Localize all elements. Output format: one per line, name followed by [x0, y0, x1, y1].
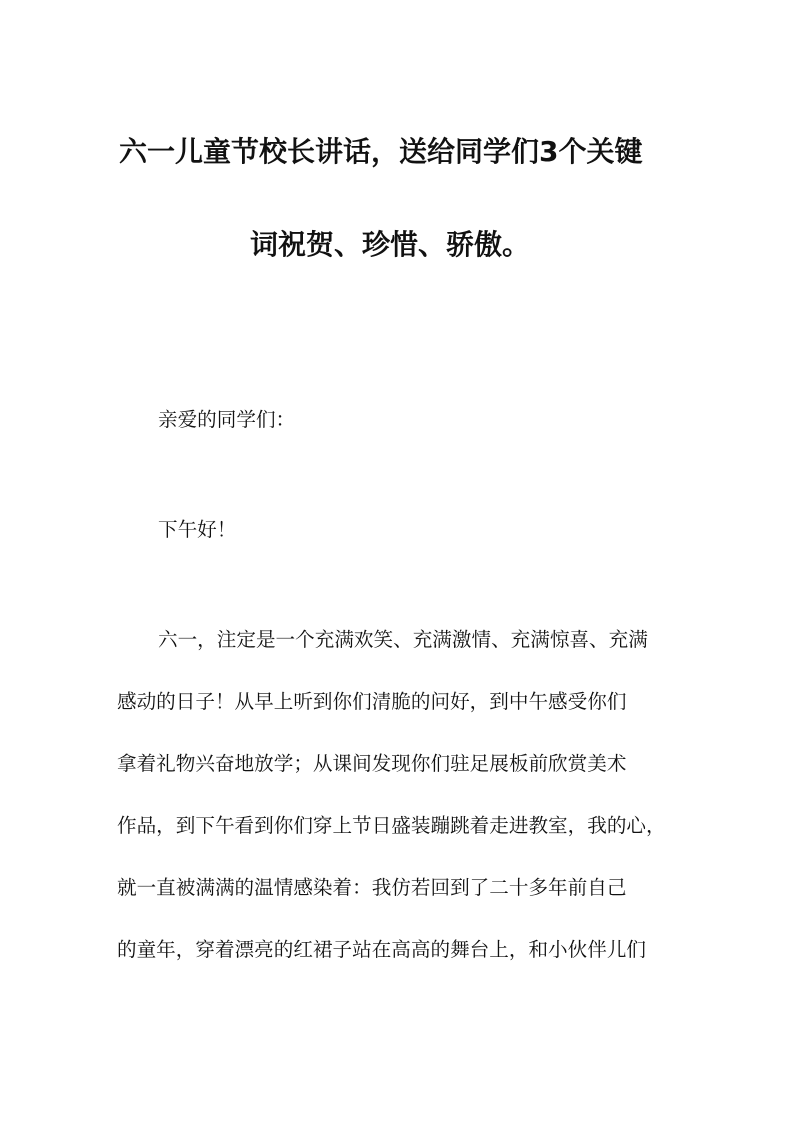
paragraph-line: 就一直被满满的温情感染着：我仿若回到了二十多年前自己: [117, 876, 627, 899]
paragraph-line: 拿着礼物兴奋地放学；从课间发现你们驻足展板前欣赏美术: [117, 752, 627, 775]
paragraph-line: 的童年，穿着漂亮的红裙子站在高高的舞台上，和小伙伴儿们: [117, 938, 647, 961]
salutation: 亲爱的同学们：: [158, 408, 296, 431]
title-line-1: 六一儿童节校长讲话，送给同学们3个关键: [119, 135, 643, 168]
greeting: 下午好！: [158, 518, 237, 541]
paragraph-line: 六一，注定是一个充满欢笑、充满激情、充满惊喜、充满: [158, 628, 648, 651]
paragraph-line: 感动的日子！从早上听到你们清脆的问好，到中午感受你们: [117, 690, 627, 713]
title-line-2: 词祝贺、珍惜、骄傲。: [250, 228, 531, 261]
paragraph-line: 作品，到下午看到你们穿上节日盛装蹦跳着走进教室，我的心，: [117, 814, 666, 837]
